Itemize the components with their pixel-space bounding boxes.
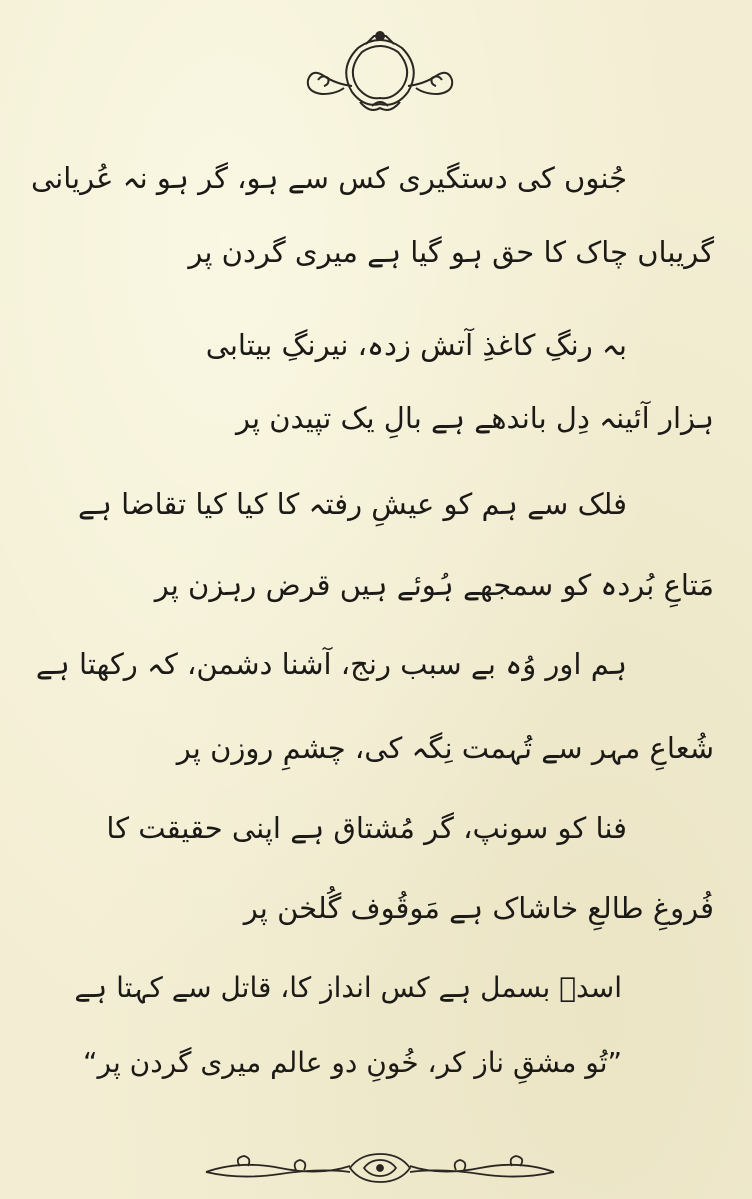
verse-line: ہم اور وُہ بے سبب رنج، آشنا دشمن، کہ رکھتا ہے xyxy=(35,647,627,681)
verse-line: گریباں چاک کا حق ہو گیا ہے میری گردن پر xyxy=(188,235,714,269)
verse-line: فنا کو سونپ، گر مُشتاق ہے اپنی حقیقت کا xyxy=(106,811,627,845)
verse-line: ہزار آئینہ دِل باندھے ہے بالِ یک تپیدن پر xyxy=(235,401,714,435)
verse-line: شُعاعِ مہر سے تُہمت نِگہ کی، چشمِ روزن پر xyxy=(176,731,714,765)
bottom-ornament-icon xyxy=(200,1150,560,1186)
verse-line: مَتاعِ بُردہ کو سمجھے ہُوئے ہیں قرض رہزن پر xyxy=(154,568,714,602)
verse-line: فُروغِ طالعِ خاشاک ہے مَوقُوف گُلخن پر xyxy=(243,891,714,925)
verse-line: جُنوں کی دستگیری کس سے ہو، گر ہو نہ عُریانی xyxy=(30,161,627,195)
verse-line: اسدؔ بسمل ہے کس انداز کا، قاتل سے کہتا ہے xyxy=(74,971,622,1004)
verse-line: بہ رنگِ کاغذِ آتش زدہ، نیرنگِ بیتابی xyxy=(205,328,627,362)
verse-line: فلک سے ہم کو عیشِ رفتہ کا کیا کیا تقاضا ہے xyxy=(77,487,627,521)
top-ornament-icon xyxy=(300,28,460,116)
verse-line: ”تُو مشقِ ناز کر، خُونِ دو عالم میری گردن پر“ xyxy=(83,1046,622,1079)
